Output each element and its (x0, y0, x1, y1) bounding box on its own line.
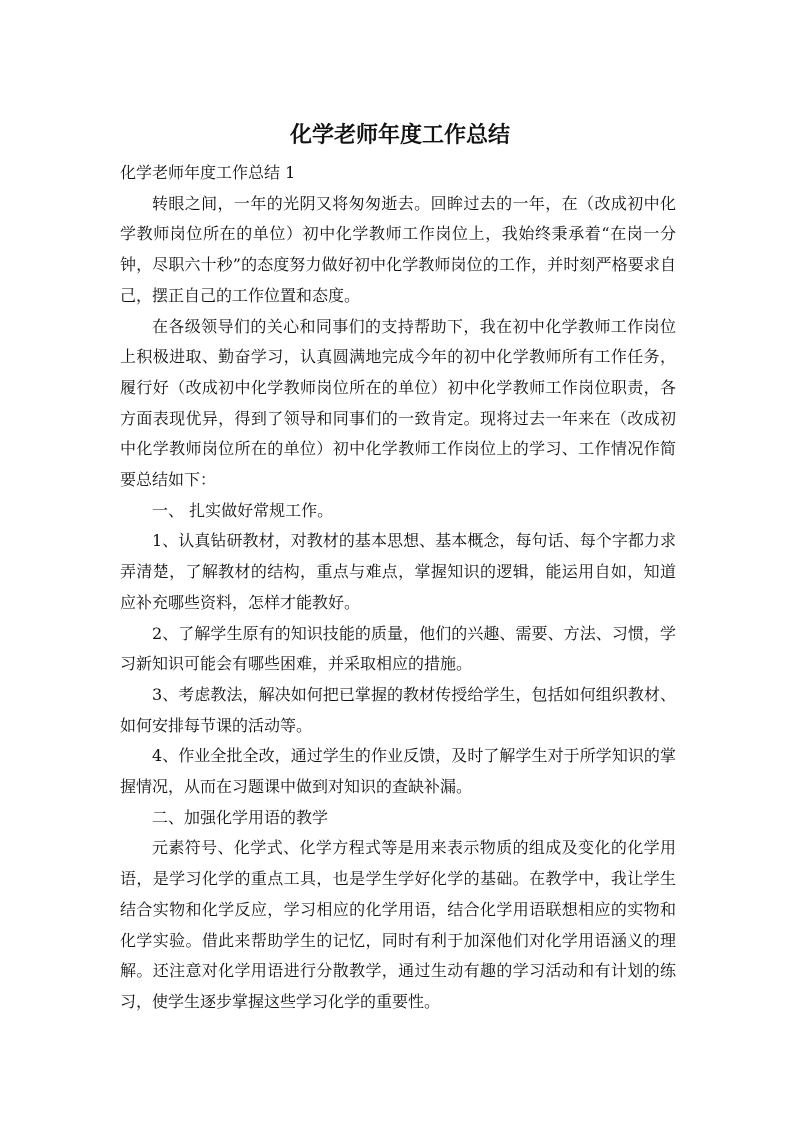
list-item-1: 1、认真钻研教材，对教材的基本思想、基本概念，每句话、每个字都力求弄清楚，了解教材的结构，重点与难点，掌握知识的逻辑，能运用自如，知道应补充哪些资料，怎样才能教好。 (120, 531, 676, 612)
document-body (120, 158, 676, 1018)
list-item-3: 3、考虑教法，解决如何把已掌握的教材传授给学生，包括如何组织教材、如何安排每节课的活动等。 (120, 684, 676, 735)
list-item-2: 2、了解学生原有的知识技能的质量，他们的兴趣、需要、方法、习惯，学习新知识可能会有哪些困难，并采取相应的措施。 (120, 623, 676, 674)
paragraph-overview: 在各级领导们的关心和同事们的支持帮助下，我在初中化学教师工作岗位上积极进取、勤奋学习，认真圆满地完成今年的初中化学教师所有工作任务，履行好（改成初中化学教师岗位所在的单位）初中化学教师工作岗位职责，各方面表现优异，得到了领导和同事们的一致肯定。现将过去一年来在（改成初中化学教师岗位所在的单位）初中化学教师工作岗位上的学习、工作情况作简要总结如下： (120, 316, 676, 490)
paragraph-intro: 转眼之间，一年的光阴又将匆匆逝去。回眸过去的一年，在（改成初中化学教师岗位所在的单位）初中化学教师工作岗位上，我始终秉承着“在岗一分钟，尽职六十秒”的态度努力做好初中化学教师岗位的工作，并时刻严格要求自己，摆正自己的工作位置和态度。 (120, 193, 676, 305)
list-item-4: 4、作业全批全改，通过学生的作业反馈，及时了解学生对于所学知识的掌握情况，从而在习题课中做到对知识的查缺补漏。 (120, 746, 676, 797)
paragraph-chem-terms: 元素符号、化学式、化学方程式等是用来表示物质的组成及变化的化学用语，是学习化学的重点工具，也是学生学好化学的基础。在教学中，我让学生结合实物和化学反应，学习相应的化学用语，结合化学用语联想相应的实物和化学实验。借此来帮助学生的记忆，同时有利于加深他们对化学用语涵义的理解。还注意对化学用语进行分散教学，通过生动有趣的学习活动和有计划的练习，使学生逐步掌握这些学习化学的重要性。 (120, 838, 676, 1011)
section-heading-2: 二、加强化学用语的教学 (152, 807, 329, 827)
document-subtitle: 化学老师年度工作总结 1 (120, 163, 296, 182)
section-heading-1: 一、 扎实做好常规工作。 (152, 500, 334, 520)
document-title: 化学老师年度工作总结 (289, 123, 510, 148)
